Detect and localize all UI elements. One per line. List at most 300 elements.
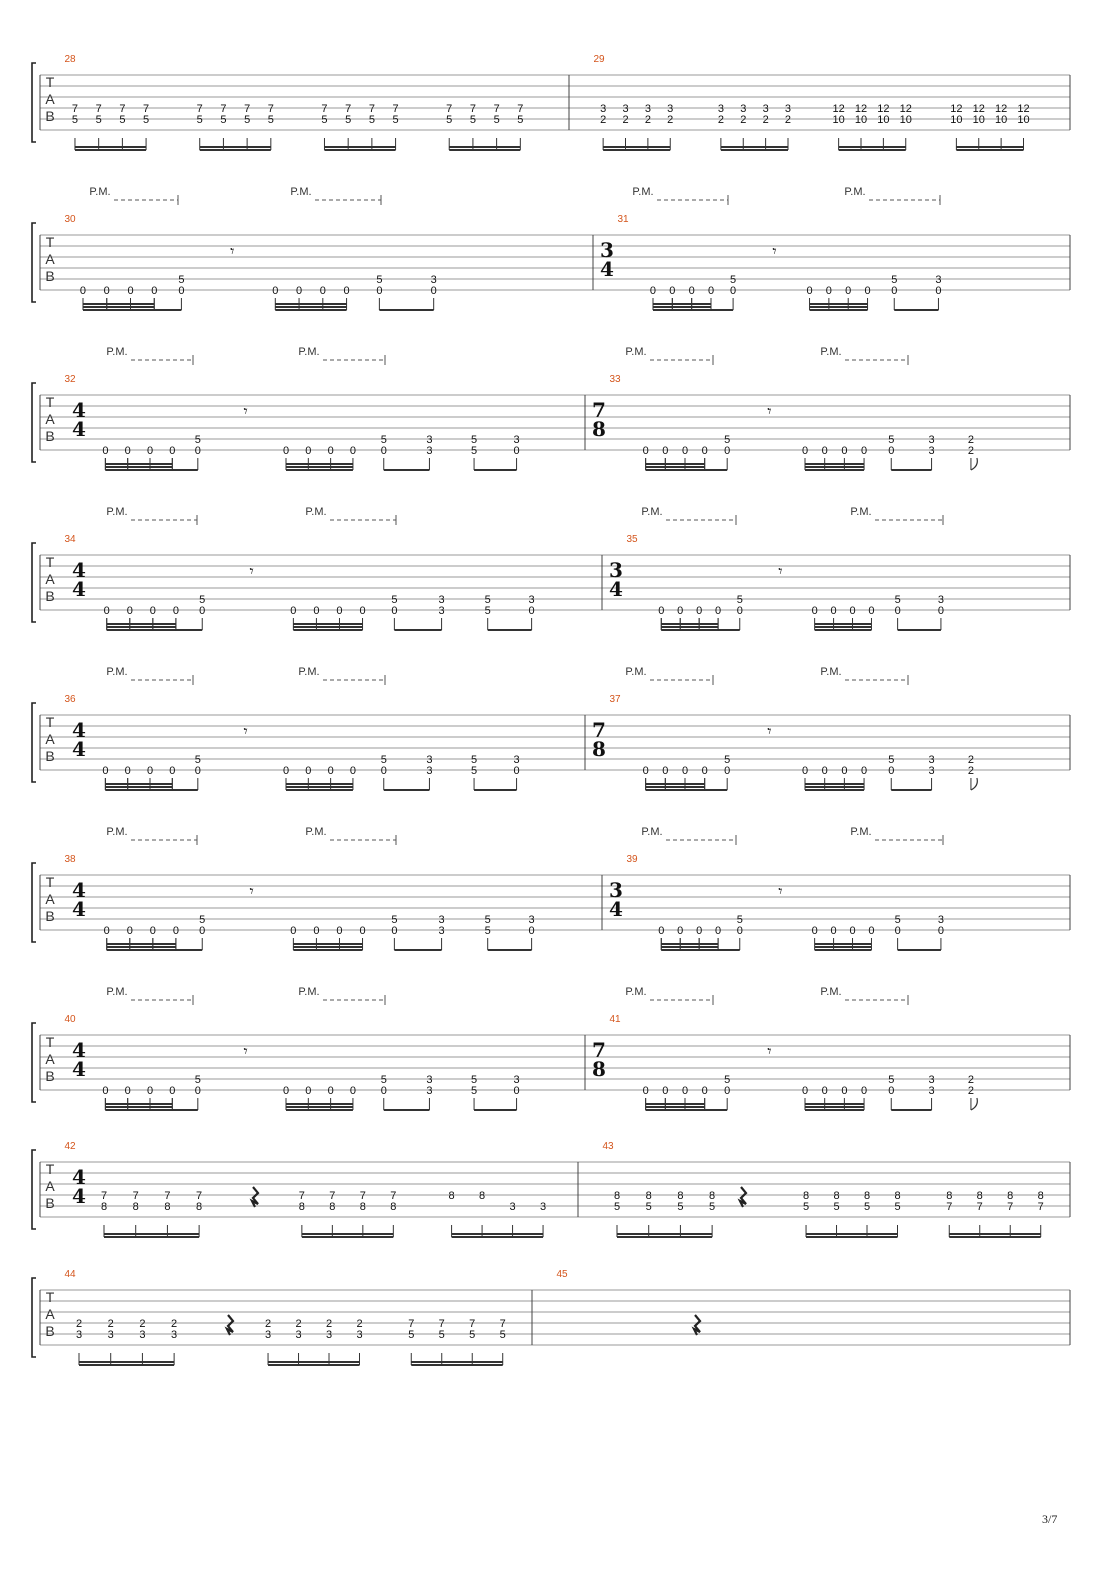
fret-number: 10 [899, 114, 912, 126]
fret-number: 0 [127, 285, 134, 297]
fret-number: 5 [499, 1329, 506, 1341]
fret-number: 3 [438, 914, 445, 926]
fret-number: 8 [677, 1190, 684, 1202]
fret-number: 0 [677, 605, 684, 617]
fret-number: 8 [329, 1201, 336, 1213]
fret-number: 0 [830, 605, 837, 617]
measure-number: 35 [626, 534, 638, 545]
fret-number: 5 [391, 594, 398, 606]
fret-number: 0 [124, 765, 131, 777]
quarter-rest [227, 1315, 233, 1335]
eighth-rest: 𝄾 [243, 1043, 248, 1061]
fret-number: 0 [349, 1085, 356, 1097]
measure-number: 30 [64, 214, 76, 225]
fret-number: 0 [849, 925, 856, 937]
fret-number: 0 [696, 605, 703, 617]
fret-number: 3 [784, 103, 792, 115]
fret-number: 5 [736, 914, 743, 926]
tab-clef-t: T [45, 1289, 55, 1305]
fret-number: 5 [863, 1201, 871, 1213]
fret-number: 0 [430, 285, 437, 297]
palm-mute-label: P.M. [298, 346, 320, 358]
fret-number: 0 [146, 445, 154, 457]
fret-number: 0 [894, 605, 901, 617]
time-signature-numerator: 4 [72, 1038, 86, 1062]
fret-number: 7 [390, 1190, 397, 1202]
fret-number: 0 [178, 285, 185, 297]
palm-mute-label: P.M. [106, 506, 128, 518]
palm-mute-label: P.M. [89, 186, 111, 198]
fret-number: 2 [717, 114, 724, 126]
measure-number: 29 [593, 54, 605, 65]
note-flag [971, 1098, 977, 1110]
eighth-rest: 𝄾 [767, 403, 772, 421]
time-signature-numerator: 4 [72, 718, 86, 742]
fret-number: 0 [103, 285, 110, 297]
fret-number: 3 [438, 594, 445, 606]
fret-number: 0 [811, 925, 818, 937]
fret-number: 5 [321, 114, 328, 126]
fret-number: 0 [149, 605, 156, 617]
fret-number: 5 [194, 754, 201, 766]
fret-number: 7 [196, 1190, 203, 1202]
fret-number: 0 [888, 765, 895, 777]
fret-number: 0 [305, 765, 312, 777]
fret-number: 0 [380, 445, 387, 457]
fret-number: 0 [662, 1085, 669, 1097]
fret-number: 8 [1037, 1190, 1044, 1202]
fret-number: 5 [471, 765, 478, 777]
fret-number: 5 [199, 594, 206, 606]
fret-number: 10 [1017, 114, 1030, 126]
fret-number: 0 [715, 605, 722, 617]
tab-clef-a: A [45, 251, 55, 267]
note-flag [971, 458, 977, 470]
fret-number: 0 [124, 445, 131, 457]
measure-number: 44 [64, 1269, 76, 1280]
palm-mute-label: P.M. [298, 666, 320, 678]
tab-system [32, 666, 1070, 790]
fret-number: 0 [841, 1085, 848, 1097]
fret-number: 8 [479, 1190, 486, 1202]
fret-number: 5 [380, 754, 387, 766]
fret-number: 0 [715, 925, 722, 937]
palm-mute-label: P.M. [844, 186, 866, 198]
quarter-rest [740, 1187, 746, 1207]
fret-number: 0 [172, 605, 179, 617]
time-signature-denominator: 4 [72, 737, 86, 761]
fret-number: 0 [169, 765, 176, 777]
fret-number: 7 [220, 103, 227, 115]
fret-number: 0 [701, 765, 708, 777]
fret-number: 0 [642, 765, 649, 777]
fret-number: 0 [669, 285, 676, 297]
fret-number: 3 [539, 1201, 547, 1213]
time-signature-numerator: 7 [592, 398, 606, 422]
fret-number: 12 [832, 103, 845, 115]
eighth-rest: 𝄾 [767, 723, 772, 741]
fret-number: 0 [103, 925, 110, 937]
fret-number: 0 [199, 605, 206, 617]
fret-number: 5 [469, 114, 476, 126]
fret-number: 12 [1017, 103, 1030, 115]
fret-number: 8 [833, 1190, 840, 1202]
fret-number: 3 [430, 274, 437, 286]
fret-number: 0 [701, 445, 708, 457]
tab-clef-b: B [45, 908, 55, 924]
fret-number: 0 [151, 285, 158, 297]
tab-clef-t: T [45, 234, 55, 250]
fret-number: 7 [1007, 1201, 1014, 1213]
time-signature-denominator: 8 [592, 417, 606, 441]
fret-number: 0 [888, 1085, 895, 1097]
fret-number: 3 [426, 434, 433, 446]
fret-number: 7 [469, 1318, 476, 1330]
fret-number: 5 [392, 114, 399, 126]
time-signature-denominator: 8 [592, 737, 606, 761]
fret-number: 0 [681, 445, 689, 457]
tab-system [32, 986, 1070, 1110]
fret-number: 5 [446, 114, 453, 126]
tab-clef-b: B [45, 1068, 55, 1084]
fret-number: 5 [730, 274, 737, 286]
fret-number: 5 [736, 594, 743, 606]
fret-number: 2 [264, 1318, 272, 1330]
fret-number: 0 [724, 765, 731, 777]
fret-number: 3 [509, 1201, 516, 1213]
fret-number: 5 [802, 1201, 810, 1213]
fret-number: 8 [298, 1201, 305, 1213]
fret-number: 7 [469, 103, 476, 115]
fret-number: 0 [937, 605, 944, 617]
tab-system [32, 1269, 1070, 1365]
time-signature-numerator: 4 [72, 1165, 86, 1189]
fret-number: 3 [75, 1329, 83, 1341]
fret-number: 8 [709, 1190, 716, 1202]
palm-mute-label: P.M. [625, 666, 647, 678]
fret-number: 0 [658, 605, 665, 617]
fret-number: 8 [390, 1201, 397, 1213]
fret-number: 0 [282, 1085, 290, 1097]
fret-number: 7 [95, 103, 102, 115]
eighth-rest: 𝄾 [767, 1043, 772, 1061]
fret-number: 0 [937, 925, 944, 937]
fret-number: 3 [426, 765, 433, 777]
fret-number: 3 [528, 914, 535, 926]
fret-number: 7 [1037, 1201, 1044, 1213]
fret-number: 0 [841, 765, 848, 777]
fret-number: 0 [681, 1085, 689, 1097]
fret-number: 5 [471, 1074, 478, 1086]
tab-system [32, 826, 1070, 950]
fret-number: 2 [667, 114, 674, 126]
fret-number: 0 [649, 285, 657, 297]
fret-number: 7 [321, 103, 328, 115]
fret-number: 12 [877, 103, 890, 115]
tab-clef-t: T [45, 714, 55, 730]
fret-number: 3 [426, 754, 433, 766]
fret-number: 5 [833, 1201, 840, 1213]
fret-number: 5 [391, 914, 398, 926]
fret-number: 3 [740, 103, 747, 115]
fret-number: 0 [327, 765, 334, 777]
fret-number: 0 [282, 765, 290, 777]
fret-number: 0 [821, 445, 828, 457]
palm-mute-label: P.M. [106, 346, 128, 358]
fret-number: 0 [313, 925, 320, 937]
fret-number: 0 [172, 925, 179, 937]
fret-number: 3 [107, 1329, 114, 1341]
fret-number: 5 [709, 1201, 716, 1213]
fret-number: 2 [967, 754, 974, 766]
fret-number: 3 [762, 103, 769, 115]
fret-number: 0 [327, 445, 334, 457]
fret-number: 0 [327, 1085, 334, 1097]
fret-number: 3 [426, 445, 433, 457]
fret-number: 0 [305, 1085, 312, 1097]
tab-clef-t: T [45, 554, 55, 570]
time-signature-numerator: 4 [72, 558, 86, 582]
fret-number: 3 [937, 594, 944, 606]
fret-number: 7 [164, 1190, 171, 1202]
fret-number: 0 [642, 1085, 649, 1097]
fret-number: 2 [740, 114, 747, 126]
measure-number: 32 [64, 374, 76, 385]
fret-number: 0 [290, 925, 297, 937]
fret-number: 0 [359, 605, 366, 617]
fret-number: 3 [928, 1085, 935, 1097]
fret-number: 10 [877, 114, 890, 126]
fret-number: 2 [600, 114, 607, 126]
palm-mute-label: P.M. [632, 186, 654, 198]
fret-number: 0 [801, 1085, 809, 1097]
fret-number: 5 [71, 114, 79, 126]
tab-system [32, 506, 1070, 630]
system-bracket [32, 63, 36, 142]
time-signature-denominator: 4 [72, 897, 86, 921]
fret-number: 5 [484, 594, 491, 606]
fret-number: 7 [517, 103, 524, 115]
fret-number: 5 [493, 114, 500, 126]
fret-number: 0 [380, 1085, 387, 1097]
fret-number: 5 [199, 914, 206, 926]
palm-mute-label: P.M. [625, 346, 647, 358]
palm-mute-label: P.M. [641, 506, 663, 518]
fret-number: 7 [244, 103, 251, 115]
page-number: 3/7 [1042, 1512, 1058, 1526]
fret-number: 0 [888, 445, 895, 457]
fret-number: 0 [864, 285, 871, 297]
fret-number: 0 [688, 285, 695, 297]
fret-number: 8 [448, 1190, 455, 1202]
fret-number: 0 [349, 445, 356, 457]
fret-number: 10 [950, 114, 963, 126]
time-signature-numerator: 7 [592, 1038, 606, 1062]
system-bracket [32, 703, 36, 782]
fret-number: 0 [701, 1085, 708, 1097]
eighth-rest: 𝄾 [230, 243, 235, 261]
tab-clef-a: A [45, 91, 55, 107]
fret-number: 10 [972, 114, 985, 126]
fret-number: 5 [888, 434, 895, 446]
fret-number: 0 [513, 1085, 520, 1097]
tab-clef-a: A [45, 571, 55, 587]
fret-number: 0 [380, 765, 387, 777]
fret-number: 7 [946, 1201, 953, 1213]
tab-clef-b: B [45, 748, 55, 764]
palm-mute-label: P.M. [850, 506, 872, 518]
fret-number: 7 [359, 1190, 366, 1202]
fret-number: 2 [967, 765, 974, 777]
fret-number: 0 [861, 1085, 868, 1097]
fret-number: 8 [863, 1190, 871, 1202]
time-signature-denominator: 4 [72, 1184, 86, 1208]
fret-number: 5 [345, 114, 352, 126]
fret-number: 2 [171, 1318, 178, 1330]
fret-number: 2 [139, 1318, 146, 1330]
measure-number: 41 [609, 1014, 621, 1025]
palm-mute-label: P.M. [820, 346, 842, 358]
tab-clef-b: B [45, 428, 55, 444]
fret-number: 3 [438, 605, 445, 617]
fret-number: 0 [513, 765, 520, 777]
fret-number: 5 [469, 1329, 476, 1341]
fret-number: 0 [343, 285, 350, 297]
fret-number: 0 [102, 445, 109, 457]
fret-number: 10 [995, 114, 1008, 126]
fret-number: 7 [196, 103, 203, 115]
fret-number: 5 [438, 1329, 445, 1341]
fret-number: 0 [811, 605, 818, 617]
tab-clef-b: B [45, 1323, 55, 1339]
fret-number: 0 [662, 445, 669, 457]
fret-number: 5 [194, 1074, 201, 1086]
fret-number: 3 [528, 594, 535, 606]
tab-system [32, 186, 1070, 310]
fret-number: 3 [139, 1329, 146, 1341]
tab-clef-a: A [45, 411, 55, 427]
system-bracket [32, 543, 36, 622]
time-signature-numerator: 3 [609, 878, 623, 902]
tab-clef-b: B [45, 108, 55, 124]
fret-number: 5 [380, 1074, 387, 1086]
fret-number: 0 [658, 925, 665, 937]
fret-number: 2 [622, 114, 629, 126]
fret-number: 0 [79, 285, 87, 297]
fret-number: 2 [784, 114, 792, 126]
fret-number: 0 [313, 605, 320, 617]
fret-number: 2 [325, 1318, 333, 1330]
fret-number: 7 [71, 103, 79, 115]
tab-clef-t: T [45, 394, 55, 410]
fret-number: 2 [107, 1318, 114, 1330]
fret-number: 5 [119, 114, 126, 126]
palm-mute-label: P.M. [106, 986, 128, 998]
time-signature-numerator: 3 [600, 238, 614, 262]
fret-number: 5 [95, 114, 102, 126]
tab-clef-t: T [45, 1161, 55, 1177]
fret-number: 5 [891, 274, 898, 286]
fret-number: 3 [513, 754, 520, 766]
fret-number: 0 [724, 1085, 731, 1097]
fret-number: 0 [513, 445, 520, 457]
fret-number: 0 [707, 285, 715, 297]
palm-mute-label: P.M. [298, 986, 320, 998]
fret-number: 7 [438, 1318, 445, 1330]
system-bracket [32, 1150, 36, 1229]
measure-number: 28 [64, 54, 76, 65]
fret-number: 3 [438, 925, 445, 937]
fret-number: 5 [894, 914, 901, 926]
palm-mute-label: P.M. [106, 826, 128, 838]
fret-number: 0 [305, 445, 312, 457]
fret-number: 8 [100, 1201, 108, 1213]
fret-number: 0 [336, 925, 343, 937]
fret-number: 0 [149, 925, 156, 937]
fret-number: 0 [290, 605, 297, 617]
fret-number: 3 [928, 754, 935, 766]
quarter-rest [694, 1315, 700, 1335]
fret-number: 0 [730, 285, 737, 297]
fret-number: 0 [825, 285, 832, 297]
fret-number: 7 [392, 103, 399, 115]
fret-number: 0 [849, 605, 856, 617]
fret-number: 0 [349, 765, 356, 777]
fret-number: 5 [267, 114, 274, 126]
fret-number: 0 [336, 605, 343, 617]
fret-number: 5 [484, 605, 491, 617]
fret-number: 0 [868, 925, 875, 937]
tab-clef-b: B [45, 1195, 55, 1211]
fret-number: 3 [426, 1085, 433, 1097]
measure-number: 39 [626, 854, 638, 865]
fret-number: 0 [391, 605, 398, 617]
fret-number: 0 [146, 1085, 154, 1097]
fret-number: 0 [841, 445, 848, 457]
fret-number: 5 [471, 754, 478, 766]
fret-number: 0 [891, 285, 898, 297]
fret-number: 3 [513, 1074, 520, 1086]
fret-number: 2 [644, 114, 651, 126]
fret-number: 8 [645, 1190, 652, 1202]
palm-mute-label: P.M. [820, 666, 842, 678]
fret-number: 5 [724, 434, 731, 446]
tab-clef-a: A [45, 1178, 55, 1194]
palm-mute-label: P.M. [641, 826, 663, 838]
fret-number: 5 [645, 1201, 652, 1213]
palm-mute-label: P.M. [820, 986, 842, 998]
fret-number: 10 [832, 114, 845, 126]
fret-number: 3 [171, 1329, 178, 1341]
eighth-rest: 𝄾 [249, 563, 254, 581]
fret-number: 0 [696, 925, 703, 937]
fret-number: 5 [724, 1074, 731, 1086]
tab-clef-a: A [45, 1306, 55, 1322]
palm-mute-label: P.M. [290, 186, 312, 198]
system-bracket [32, 863, 36, 942]
fret-number: 2 [967, 1074, 974, 1086]
fret-number: 5 [894, 594, 901, 606]
fret-number: 5 [677, 1201, 684, 1213]
measure-number: 34 [64, 534, 76, 545]
measure-number: 31 [617, 214, 629, 225]
fret-number: 0 [194, 1085, 201, 1097]
fret-number: 3 [295, 1329, 302, 1341]
fret-number: 7 [493, 103, 500, 115]
measure-number: 37 [609, 694, 621, 705]
time-signature-denominator: 4 [609, 897, 623, 921]
fret-number: 5 [380, 434, 387, 446]
